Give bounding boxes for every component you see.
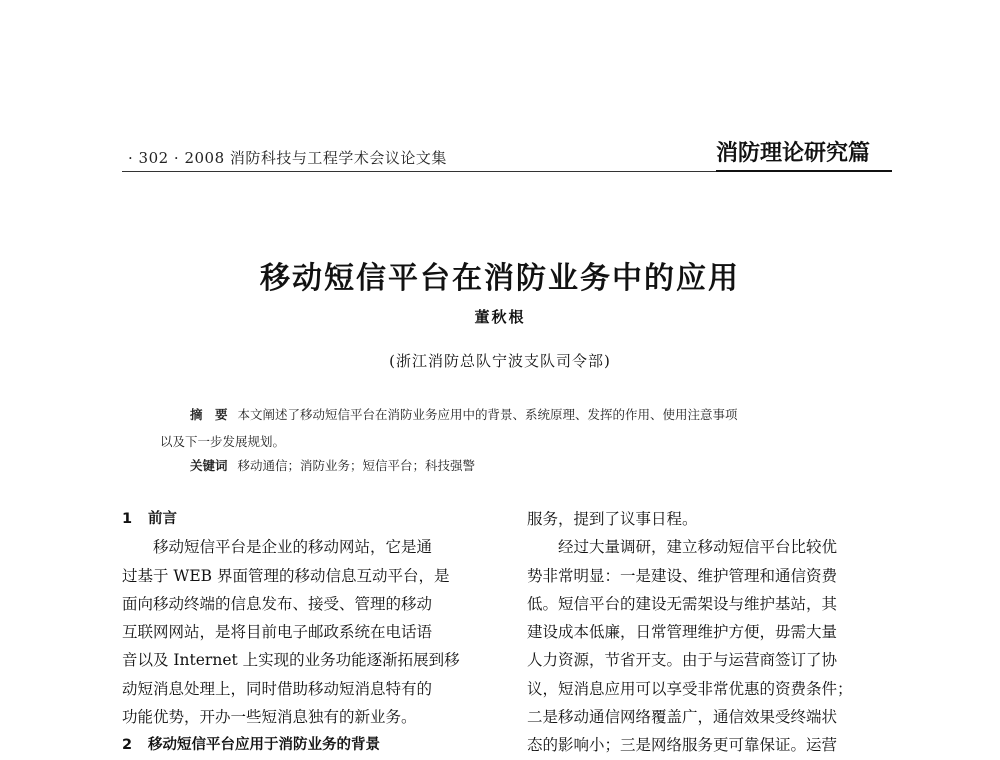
- running-header-section: 消防理论研究篇: [716, 141, 871, 166]
- author-name: 董秋根: [474, 308, 526, 326]
- body-line: 动短消息处理上，同时借助移动短消息特有的: [122, 679, 433, 698]
- author-affiliation: (浙江消防总队宁波支队司令部): [389, 352, 611, 370]
- abstract-line-1: [160, 401, 880, 428]
- section-2-heading: [122, 731, 494, 759]
- body-line: 势非常明显：一是建设、维护管理和通信资费: [527, 566, 838, 585]
- right-column: [527, 505, 899, 760]
- body-line: 二是移动通信网络覆盖广，通信效果受终端状: [527, 708, 838, 727]
- body-line: 议，短消息应用可以享受非常优惠的资费条件；: [527, 679, 853, 698]
- left-column: [122, 505, 494, 760]
- body-line: 人力资源，节省开支。由于与运营商签订了协: [527, 651, 838, 670]
- abstract-text-1: 本文阐述了移动短信平台在消防业务应用中的背景、系统原理、发挥的作用、使用注意事项: [237, 407, 738, 422]
- body-line: 态的影响小；三是网络服务更可靠保证。运营: [527, 736, 838, 755]
- running-header-left: · 302 · 2008 消防科技与工程学术会议论文集: [128, 149, 447, 167]
- keywords: [190, 456, 880, 474]
- body-line: 移动短信平台是企业的移动网站，它是通: [153, 538, 433, 557]
- body-line: 建设成本低廉，日常管理维护方便，毋需大量: [527, 623, 838, 642]
- body-line: 音以及 Internet 上实现的业务功能逐渐拓展到移: [122, 651, 460, 670]
- section-1-number: 1: [122, 511, 133, 527]
- section-2-title: 移动短信平台应用于消防业务的背景: [148, 737, 380, 754]
- body-line: 服务，提到了议事日程。: [527, 510, 698, 528]
- article-title: 移动短信平台在消防业务中的应用: [260, 261, 740, 296]
- body-line: 功能优势，开办一些短消息独有的新业务。: [122, 708, 417, 727]
- keywords-text: 移动通信；消防业务；短信平台；科技强警: [237, 458, 476, 473]
- body-line: 过基于 WEB 界面管理的移动信息互动平台，是: [122, 566, 450, 585]
- body-line: 低。短信平台的建设无需架设与维护基站，其: [527, 594, 838, 613]
- section-2-number: 2: [122, 737, 133, 754]
- body-line: 面向移动终端的信息发布、接受、管理的移动: [122, 594, 433, 613]
- abstract: [160, 401, 880, 455]
- abstract-label: 摘 要: [190, 407, 228, 422]
- body-line: 经过大量调研，建立移动短信平台比较优: [558, 538, 838, 557]
- section-1-title: 前言: [148, 511, 177, 527]
- header-rule-accent: [716, 170, 892, 172]
- section-1-heading: [122, 505, 494, 533]
- abstract-line-2: 以及下一步发展规划。: [160, 434, 286, 449]
- body-line: 互联网网站，是将目前电子邮政系统在电话语: [122, 623, 433, 642]
- keywords-label: 关键词: [190, 458, 228, 473]
